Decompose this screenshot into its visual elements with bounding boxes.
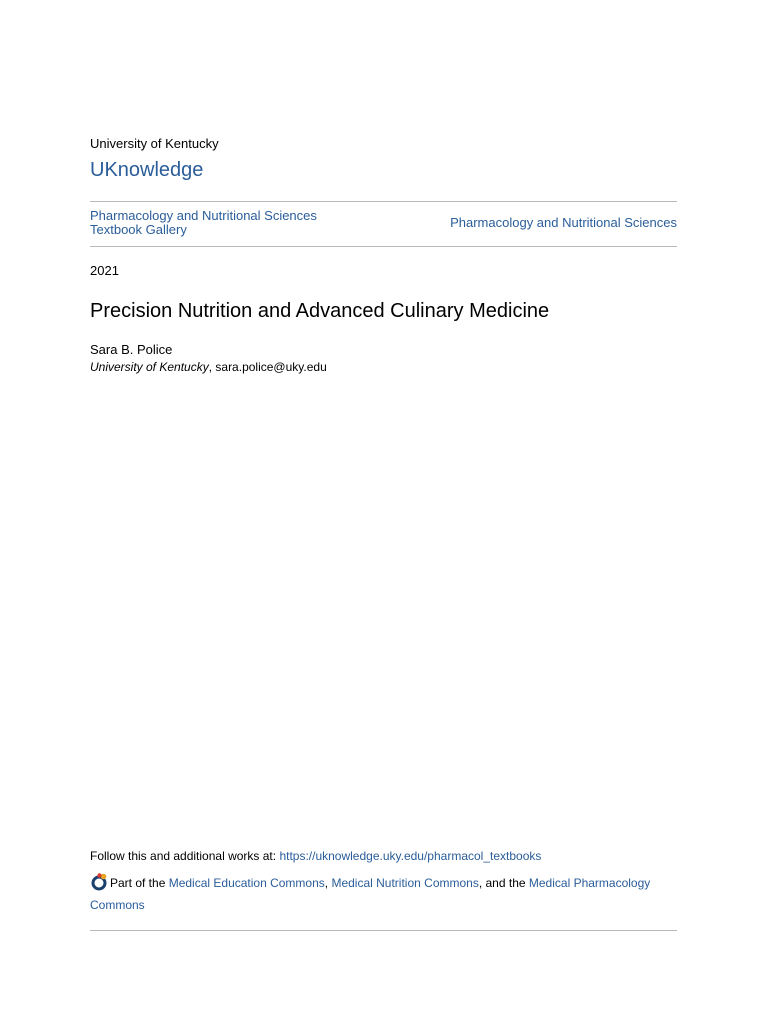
collection-link-department[interactable]: Pharmacology and Nutritional Sciences [450,215,677,230]
follow-text: Follow this and additional works at: [90,849,280,863]
follow-url-link[interactable]: https://uknowledge.uky.edu/pharmacol_textbooks [279,849,542,863]
commons-link-medical-education[interactable]: Medical Education Commons [168,876,325,890]
part-of-separator-1: , [324,876,332,890]
divider-bottom [90,930,677,931]
document-title: Precision Nutrition and Advanced Culinary Medicine [90,300,550,322]
commons-link-medical-nutrition[interactable]: Medical Nutrition Commons [331,876,479,890]
author-name: Sara B. Police [90,342,173,357]
divider-top [90,201,677,202]
commons-network-icon [90,873,108,891]
affiliation-institution: University of Kentucky [90,360,209,374]
part-of-prefix: Part of the [110,876,169,890]
author-affiliation [90,360,327,374]
commons-link-medical-pharmacology[interactable]: Medical Pharmacology Commons [90,876,651,912]
author-email: sara.police@uky.edu [215,360,327,374]
part-of-line [90,872,680,916]
divider-middle [90,246,677,247]
follow-line [90,849,541,863]
collection-link-gallery[interactable]: Pharmacology and Nutritional Sciences Textbook Gallery [90,208,317,237]
institution-name: University of Kentucky [90,136,219,151]
part-of-separator-2: , and the [478,876,529,890]
repository-link[interactable]: UKnowledge [90,159,204,181]
affiliation-separator: , [208,360,216,374]
publication-year: 2021 [90,263,119,278]
